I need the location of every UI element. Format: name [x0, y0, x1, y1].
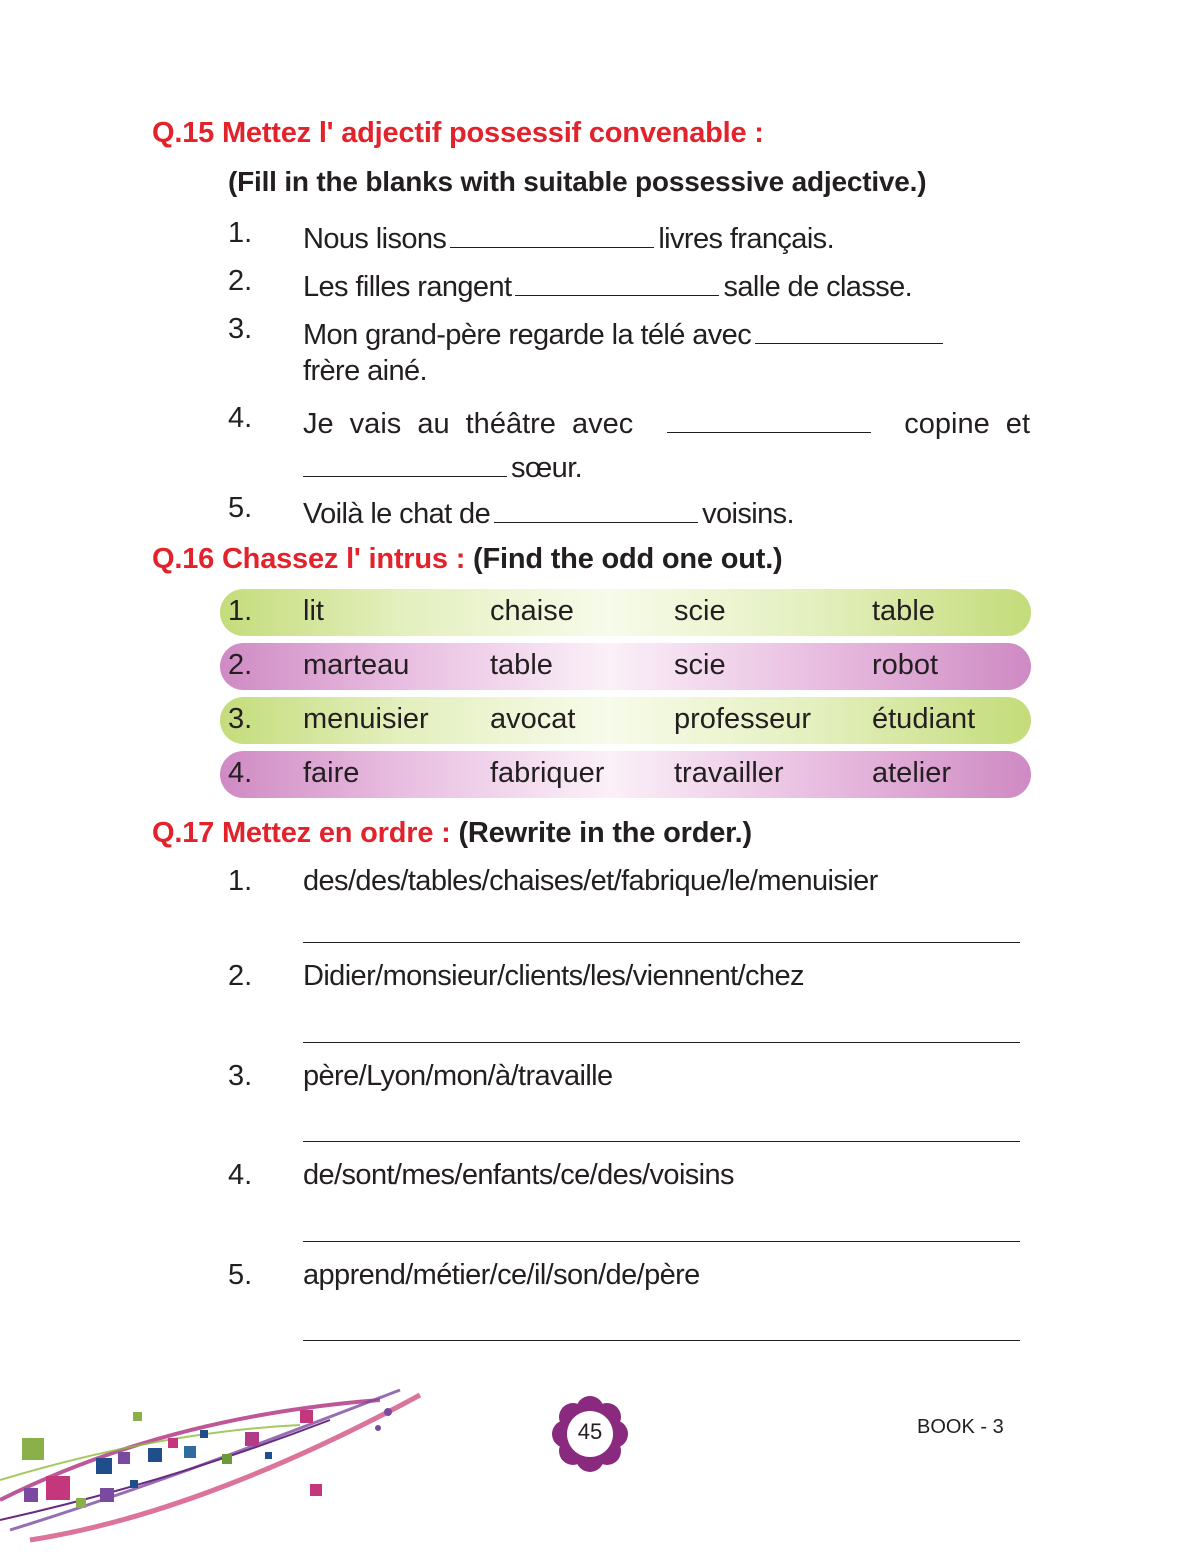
q16-label: Q.16 — [152, 543, 215, 575]
word-option[interactable]: avocat — [490, 703, 576, 735]
q15-item-3-continued: frère ainé. — [303, 355, 427, 387]
q15-item-3-blank[interactable] — [755, 313, 943, 344]
word-option[interactable]: étudiant — [872, 703, 976, 735]
row-number: 2. — [228, 649, 253, 681]
q15-item-5-text-after: voisins. — [702, 498, 795, 530]
q15-title: Mettez l' adjectif possessif convenable : — [221, 117, 764, 149]
q17-item-1-answer-line[interactable] — [303, 942, 1020, 943]
word-option[interactable]: robot — [872, 649, 939, 681]
row-number: 1. — [228, 595, 253, 627]
q17-item-5-number: 5. — [228, 1259, 253, 1291]
word-option[interactable]: scie — [674, 595, 726, 627]
q15-heading — [152, 117, 764, 150]
word-option[interactable]: chaise — [490, 595, 574, 627]
q15-item-4-text-after: sœur. — [511, 452, 583, 484]
q15-item-2-text-after: salle de classe. — [723, 271, 913, 303]
q16-subtitle: (Find the odd one out.) — [473, 543, 783, 575]
odd-one-out-row-2 — [220, 643, 1031, 690]
word-option[interactable]: travailler — [674, 757, 784, 789]
q15-item-1-text-after: livres français. — [658, 223, 835, 255]
q17-item-3-answer-line[interactable] — [303, 1141, 1020, 1142]
q17-item-2-number: 2. — [228, 960, 253, 992]
word-option[interactable]: fabriquer — [490, 757, 605, 789]
q17-item-5-answer-line[interactable] — [303, 1340, 1020, 1341]
word-option[interactable]: atelier — [872, 757, 951, 789]
q15-item-4-blank-2[interactable] — [303, 446, 507, 477]
word-option[interactable]: faire — [303, 757, 360, 789]
q15-label: Q.15 — [152, 117, 215, 149]
q15-item-3-number: 3. — [228, 313, 253, 345]
q17-label: Q.17 — [152, 817, 215, 849]
q17-item-3-number: 3. — [228, 1060, 253, 1092]
decorative-swirl-graphic — [0, 1380, 430, 1550]
q15-item-5-number: 5. — [228, 492, 253, 524]
odd-one-out-row-4 — [220, 751, 1031, 798]
page-number: 45 — [577, 1419, 603, 1444]
q15-item-5-blank[interactable] — [494, 492, 698, 523]
q15-item-1-blank[interactable] — [450, 217, 654, 248]
word-option[interactable]: table — [872, 595, 935, 627]
q15-item-1-text: Nous lisons — [303, 223, 447, 255]
q17-subtitle: (Rewrite in the order.) — [458, 817, 752, 849]
q15-item-3-text: Mon grand-père regarde la télé avec — [303, 319, 752, 351]
q15-item-4-number: 4. — [228, 402, 253, 434]
q17-item-4-answer-line[interactable] — [303, 1241, 1020, 1242]
q17-title: Mettez en ordre : — [221, 817, 451, 849]
book-label: BOOK - 3 — [917, 1416, 1004, 1438]
q15-item-5-text: Voilà le chat de — [303, 498, 491, 530]
word-option[interactable]: menuisier — [303, 703, 429, 735]
q15-item-4-text-middle: copine et — [904, 408, 1030, 440]
q15-item-2 — [303, 265, 912, 304]
q15-item-2-text: Les filles rangent — [303, 271, 512, 303]
word-option[interactable]: scie — [674, 649, 726, 681]
q15-item-4-text: Je vais au théâtre avec — [303, 408, 634, 440]
q17-item-2-answer-line[interactable] — [303, 1042, 1020, 1043]
row-number: 4. — [228, 757, 253, 789]
q17-item-1-text: des/des/tables/chaises/et/fabrique/le/menuisier — [303, 865, 878, 897]
q15-subtitle: (Fill in the blanks with suitable possessive adjective.) — [228, 166, 927, 197]
q16-title: Chassez l' intrus : — [221, 543, 466, 575]
q15-item-3 — [303, 313, 947, 352]
word-option[interactable]: marteau — [303, 649, 410, 681]
odd-one-out-row-1 — [220, 589, 1031, 636]
q16-heading — [152, 543, 783, 576]
q15-item-1 — [303, 217, 834, 256]
q15-item-2-blank[interactable] — [515, 265, 719, 296]
word-option[interactable]: professeur — [674, 703, 812, 735]
q15-item-4 — [303, 402, 1030, 441]
q17-item-4-text: de/sont/mes/enfants/ce/des/voisins — [303, 1159, 734, 1191]
q15-item-2-number: 2. — [228, 265, 253, 297]
q17-item-3-text: père/Lyon/mon/à/travaille — [303, 1060, 613, 1092]
q17-heading — [152, 817, 752, 850]
page-number-badge — [552, 1396, 628, 1472]
q17-item-2-text: Didier/monsieur/clients/les/viennent/chez — [303, 960, 804, 992]
q15-item-1-number: 1. — [228, 217, 253, 249]
word-option[interactable]: table — [490, 649, 553, 681]
q17-item-5-text: apprend/métier/ce/il/son/de/père — [303, 1259, 700, 1291]
word-option[interactable]: lit — [303, 595, 324, 627]
row-number: 3. — [228, 703, 253, 735]
q15-item-4-blank-1[interactable] — [667, 402, 871, 433]
q15-item-5 — [303, 492, 794, 531]
q17-item-4-number: 4. — [228, 1159, 253, 1191]
odd-one-out-row-3 — [220, 697, 1031, 744]
q17-item-1-number: 1. — [228, 865, 253, 897]
q15-item-4-continued — [303, 446, 582, 485]
